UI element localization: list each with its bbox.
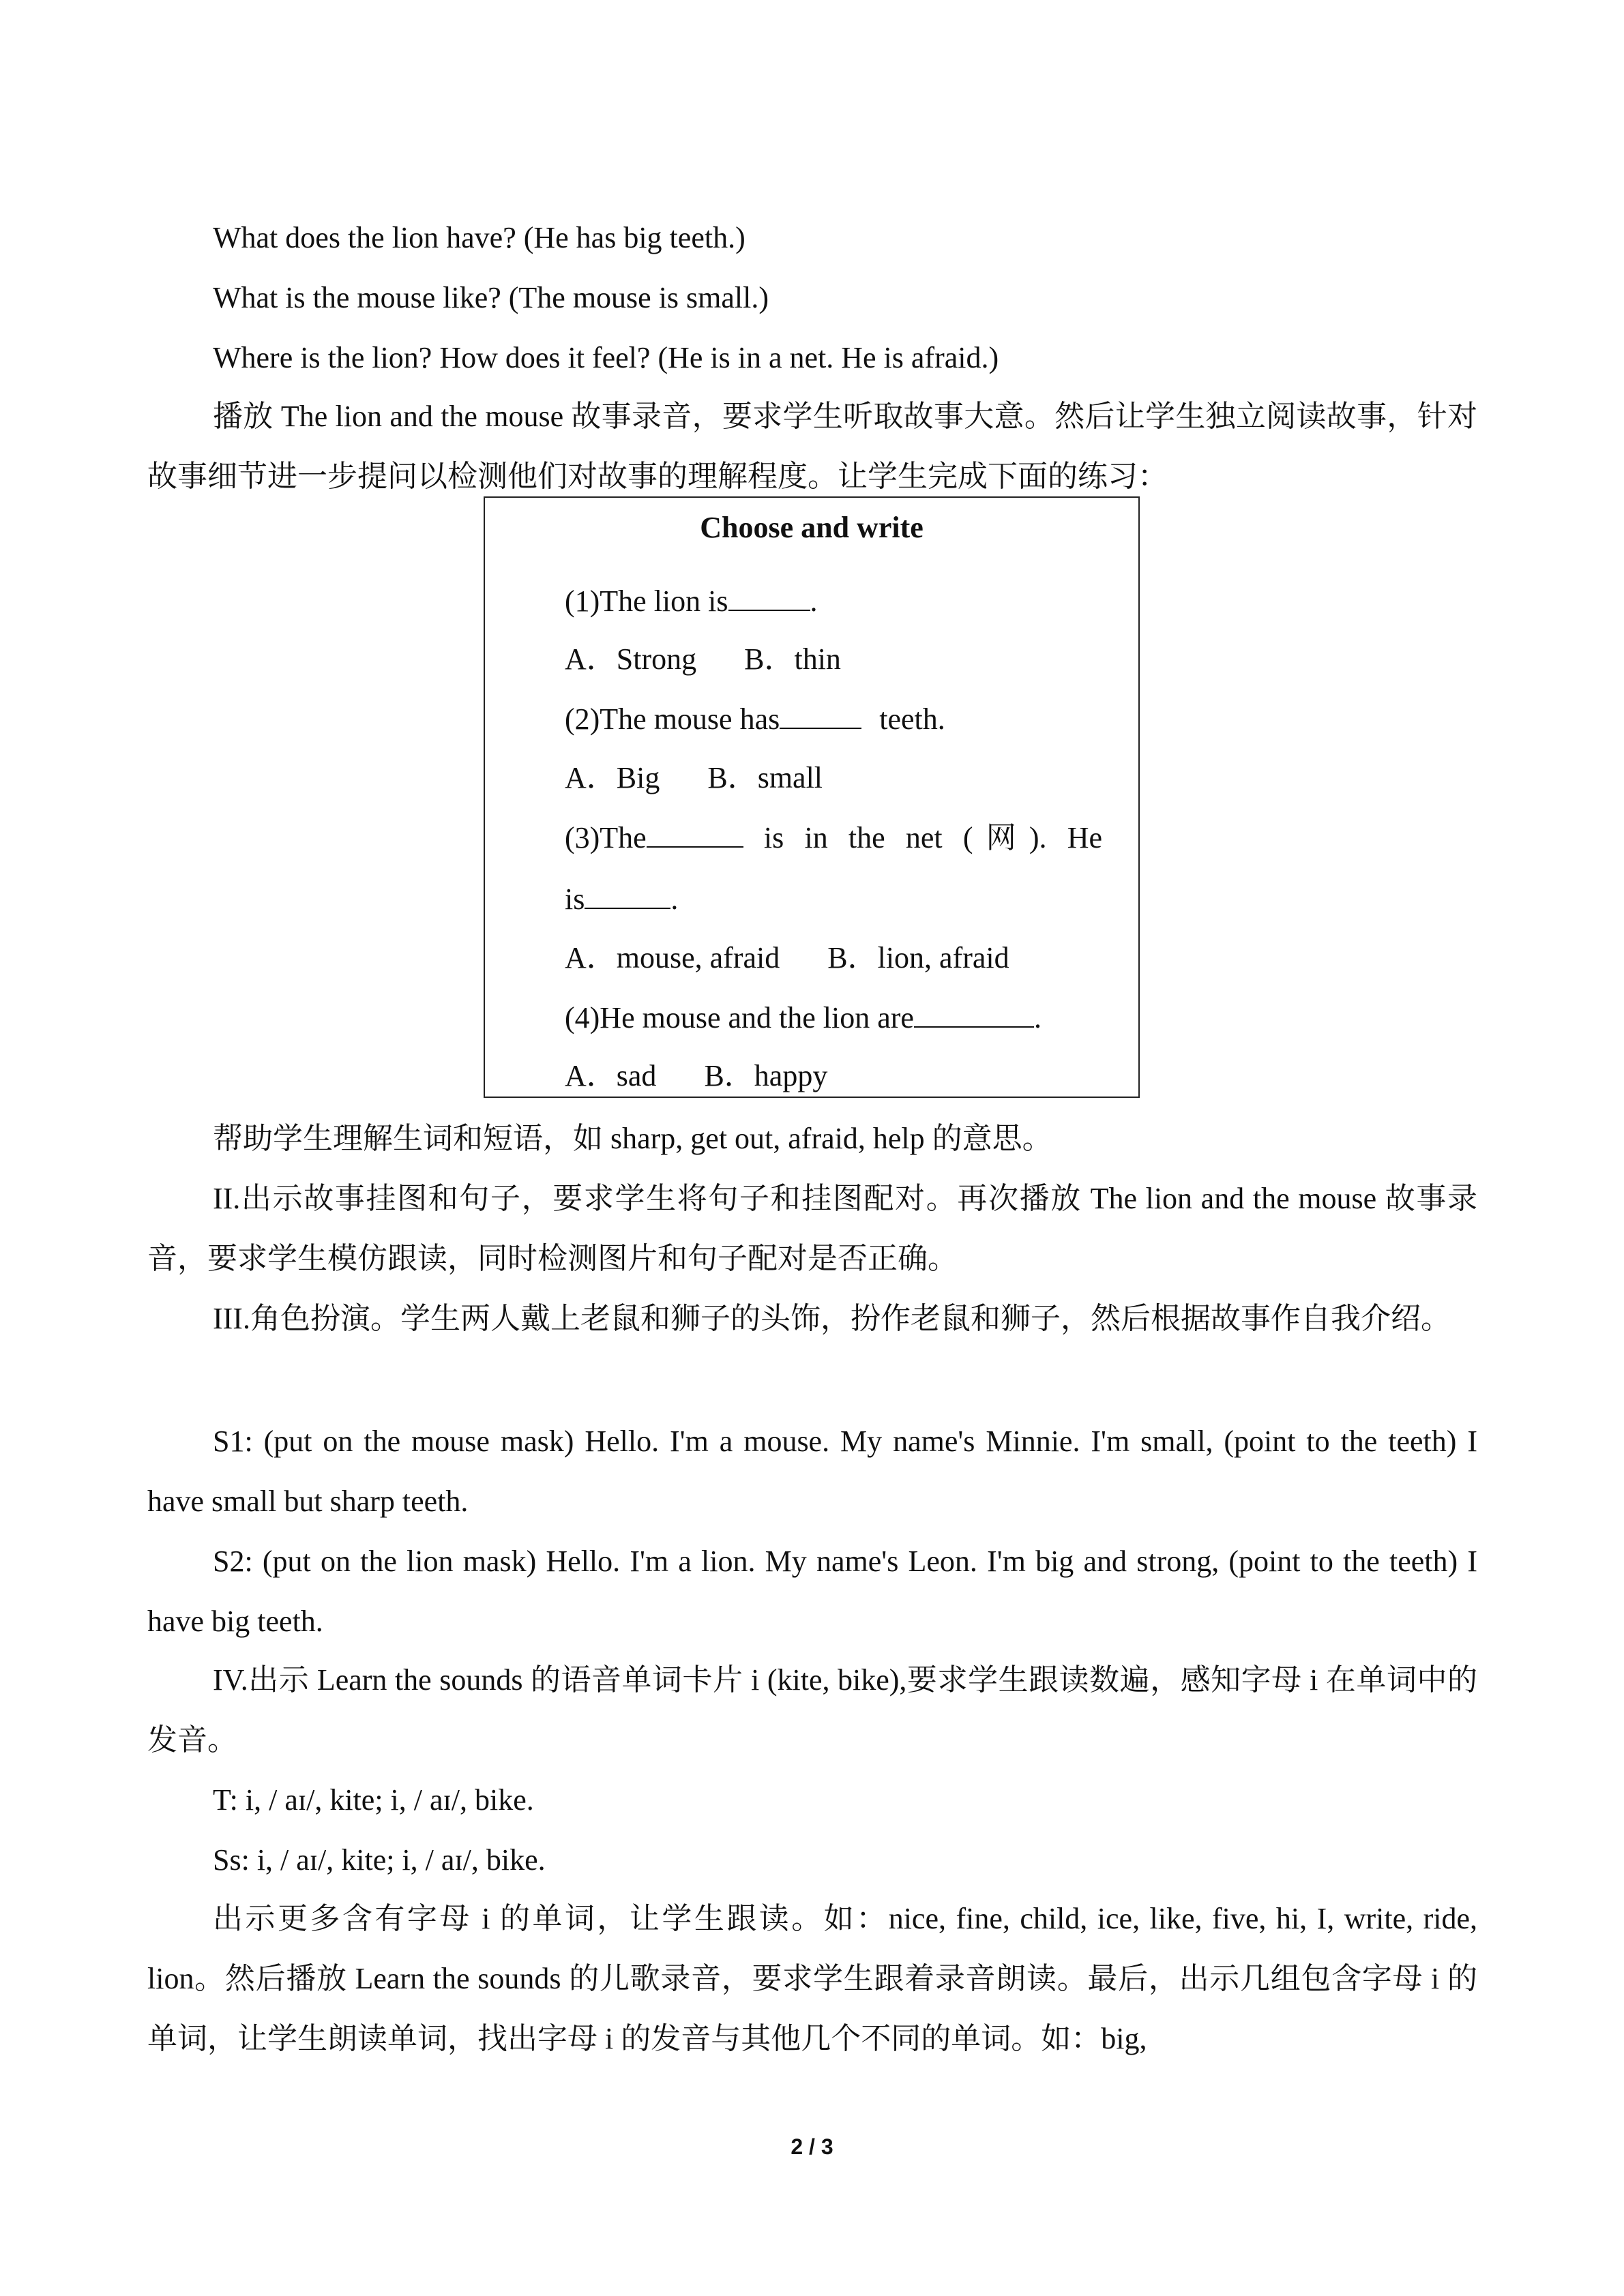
step-iv-paragraph: IV.出示 Learn the sounds 的语音单词卡片 i (kite, bike),要求学生跟读数遍，感知字母 i 在单词中的发音。 (147, 1663, 1477, 1757)
exercise-box (484, 496, 1140, 1098)
exercise-options-1: A．Strong B．thin (565, 642, 841, 676)
students-line: Ss: i, / aɪ/, kite; i, / aɪ/, bike. (213, 1843, 546, 1877)
answer-blank (647, 826, 743, 848)
exercise-question-3: (3)The is in the net (网). He (565, 821, 1103, 854)
answer-blank (585, 887, 670, 909)
exercise-options-3: A．mouse, afraid B．lion, afraid (565, 941, 1009, 974)
dialogue-s1: S1: (put on the mouse mask) Hello. I'm a mouse. My name's Minnie. I'm small, (point to the teeth) I have small but sharp teeth. (147, 1425, 1477, 1518)
question-line-1: What does the lion have? (He has big teeth.) (213, 221, 745, 254)
page-number: 2 / 3 (791, 2134, 833, 2159)
exercise-question-2: (2)The mouse has teeth. (565, 702, 945, 736)
dialogue-s2: S2: (put on the lion mask) Hello. I'm a lion. My name's Leon. I'm big and strong, (point to the teeth) I have big teeth. (147, 1545, 1477, 1638)
exercise-question-4: (4)He mouse and the lion are . (565, 1001, 1042, 1034)
more-words-paragraph: 出示更多含有字母 i 的单词，让学生跟读。如：nice, fine, child, ice, like, five, hi, I, write, ride, lion。然后播放 Learn the sounds 的儿歌录音，要求学生跟着录音朗读。最后，出示几组包含字母 i 的单词，让学生朗读单词，找出字母 i 的发音与其他几个不同的单词。如：big, (147, 1902, 1477, 2055)
exercise-question-1: (1)The lion is . (565, 584, 818, 618)
exercise-options-2: A．Big B．small (565, 761, 823, 794)
exercise-options-4: A．sad B．happy (565, 1059, 828, 1092)
question-line-2: What is the mouse like? (The mouse is small.) (213, 281, 769, 314)
vocabulary-paragraph: 帮助学生理解生词和短语，如 sharp, get out, afraid, help 的意思。 (213, 1122, 1052, 1155)
step-ii-paragraph: II.出示故事挂图和句子，要求学生将句子和挂图配对。再次播放 The lion and the mouse 故事录音，要求学生模仿跟读，同时检测图片和句子配对是否正确。 (147, 1182, 1477, 1275)
question-line-3: Where is the lion? How does it feel? (He is in a net. He is afraid.) (213, 341, 999, 374)
exercise-question-3-continued: is . (565, 882, 679, 916)
answer-blank (728, 589, 810, 611)
story-paragraph: 播放 The lion and the mouse 故事录音，要求学生听取故事大意。然后让学生独立阅读故事，针对故事细节进一步提问以检测他们对故事的理解程度。让学生完成下面的练习： (147, 400, 1477, 493)
answer-blank (780, 707, 861, 729)
answer-blank (914, 1006, 1034, 1028)
teacher-line: T: i, / aɪ/, kite; i, / aɪ/, bike. (213, 1783, 534, 1817)
step-iii-paragraph: III.角色扮演。学生两人戴上老鼠和狮子的头饰，扮作老鼠和狮子，然后根据故事作自我介绍。 (213, 1302, 1451, 1335)
exercise-title: Choose and write (700, 511, 924, 544)
